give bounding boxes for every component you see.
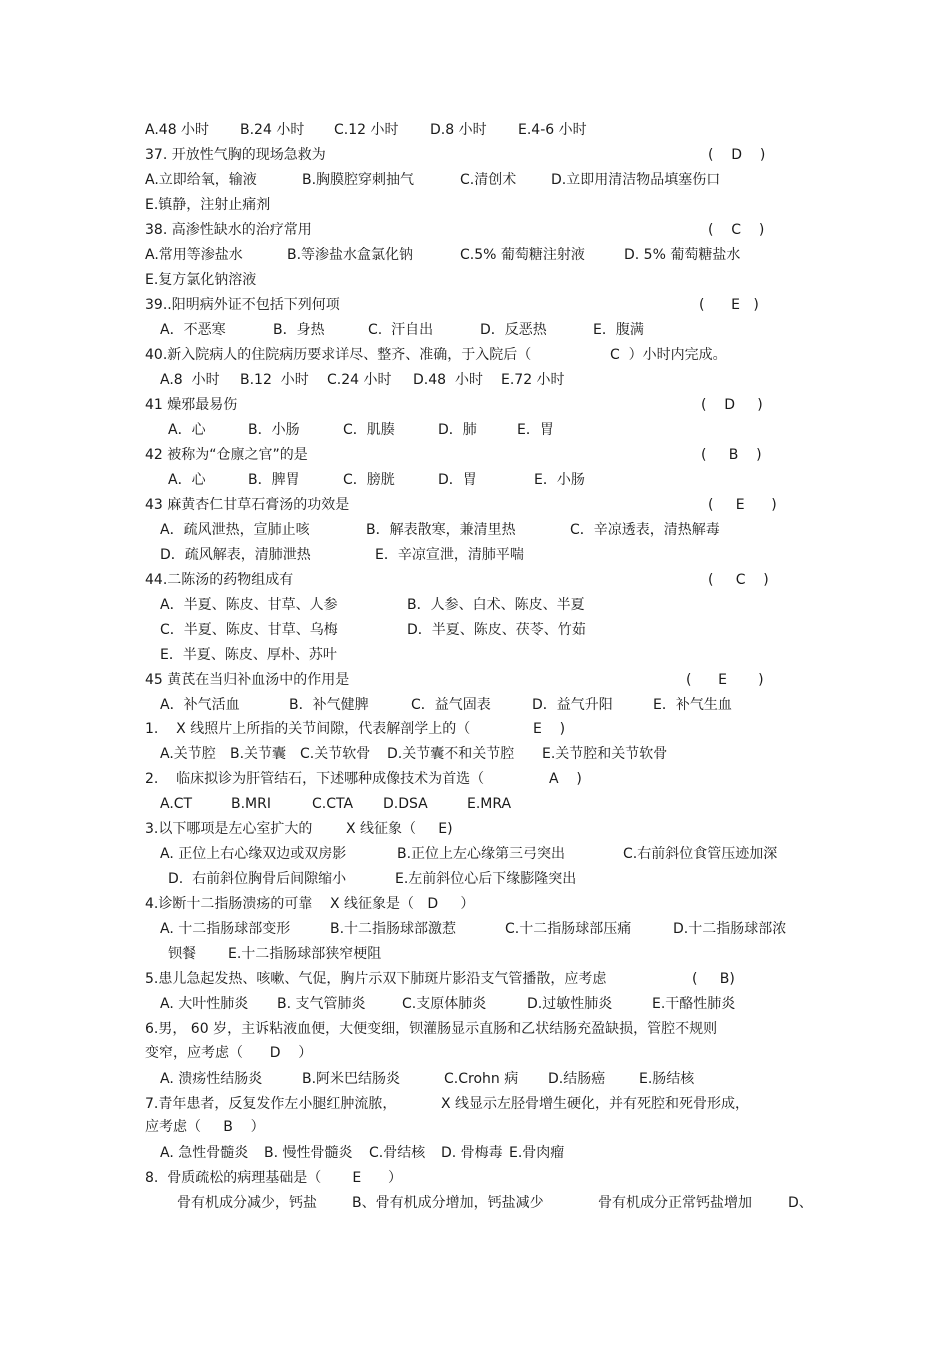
question-text: X 线征象是（ D ） xyxy=(330,896,475,912)
option-text: E．小肠 xyxy=(534,472,585,488)
option-text: D.DSA xyxy=(383,796,428,812)
option-text: A．半夏、陈皮、甘草、人参 xyxy=(160,597,338,613)
option-text: E.72 小时 xyxy=(501,372,565,388)
option-text: D. 骨梅毒 xyxy=(441,1145,503,1161)
option-text: C．膀胱 xyxy=(343,472,395,488)
option-text: A.48 小时 xyxy=(145,122,210,138)
option-text: D.8 小时 xyxy=(430,122,487,138)
option-text: B.胸膜腔穿刺抽气 xyxy=(302,172,415,188)
option-text: C．益气固表 xyxy=(411,697,491,713)
question-text: X 线征象（ E) xyxy=(346,821,453,837)
option-text: B．解表散寒，兼清里热 xyxy=(366,522,516,538)
option-text: C.支原体肺炎 xyxy=(402,996,487,1012)
option-text: D．胃 xyxy=(438,472,477,488)
option-text: E.十二指肠球部狭窄梗阻 xyxy=(228,946,382,962)
option-text: A.CT xyxy=(160,796,193,812)
option-text: 钡餐 xyxy=(168,946,196,962)
question-text: 变窄，应考虑（ D ） xyxy=(145,1045,313,1061)
option-text: C．辛凉透表，清热解毒 xyxy=(570,522,720,538)
option-text: A. 急性骨髓炎 xyxy=(160,1145,249,1161)
option-text: D.结肠癌 xyxy=(548,1071,606,1087)
option-text: C.关节软骨 xyxy=(300,746,371,762)
option-text: B.十二指肠球部激惹 xyxy=(330,921,457,937)
option-text: D.立即用清洁物品填塞伤口 xyxy=(551,172,721,188)
option-text: B.关节囊 xyxy=(230,746,287,762)
option-text: D．益气升阳 xyxy=(532,697,613,713)
option-text: B．人参、白术、陈皮、半夏 xyxy=(407,597,585,613)
question-text: 37. 开放性气胸的现场急救为 xyxy=(145,147,326,163)
option-text: B.MRI xyxy=(231,796,271,812)
option-text: E.镇静，注射止痛剂 xyxy=(145,197,271,213)
question-text: 38. 高渗性缺水的治疗常用 xyxy=(145,222,312,238)
question-text: 42 被称为“仓廪之官”的是 xyxy=(145,447,308,463)
option-text: C.清创术 xyxy=(460,172,517,188)
option-text: C.CTA xyxy=(312,796,354,812)
option-text: B. 支气管肺炎 xyxy=(277,996,366,1012)
option-text: B.等渗盐水盒氯化钠 xyxy=(287,247,414,263)
option-text: C.Crohn 病 xyxy=(444,1071,519,1087)
option-text: D.关节囊不和关节腔 xyxy=(387,746,515,762)
option-text: C.24 小时 xyxy=(327,372,392,388)
option-text: D.48 小时 xyxy=(413,372,483,388)
option-text: E.左前斜位心后下缘膨隆突出 xyxy=(395,871,577,887)
option-text: E．半夏、陈皮、厚朴、苏叶 xyxy=(160,647,337,663)
question-text: 41 燥邪最易伤 xyxy=(145,397,238,413)
option-text: E.骨肉瘤 xyxy=(509,1145,565,1161)
answer-key: ( B) xyxy=(692,971,735,987)
question-text: 40.新入院病人的住院病历要求详尽、整齐、准确，于入院后（ xyxy=(145,347,532,363)
option-text: A. 溃疡性结肠炎 xyxy=(160,1071,263,1087)
option-text: C.十二指肠球部压痛 xyxy=(505,921,632,937)
option-text: B．补气健脾 xyxy=(289,697,369,713)
option-text: C.12 小时 xyxy=(334,122,399,138)
option-text: D．半夏、陈皮、茯苓、竹茹 xyxy=(407,622,586,638)
option-text: D. 右前斜位胸骨后间隙缩小 xyxy=(168,871,347,887)
option-text: B．身热 xyxy=(273,322,325,338)
answer-key: ( D ) xyxy=(708,147,766,163)
question-text: 4.诊断十二指肠溃疡的可靠 xyxy=(145,896,313,912)
answer-key: A ) xyxy=(549,771,582,787)
option-text: B.24 小时 xyxy=(240,122,305,138)
answer-key: C ）小时内完成。 xyxy=(610,347,727,363)
question-text: 2. 临床拟诊为肝管结石，下述哪种成像技术为首选（ xyxy=(145,771,485,787)
option-text: E.4-6 小时 xyxy=(518,122,587,138)
option-text: B.阿米巴结肠炎 xyxy=(302,1071,401,1087)
option-text: A.立即给氧，输液 xyxy=(145,172,257,188)
option-text: A．心 xyxy=(168,472,206,488)
option-text: 骨有机成分正常钙盐增加 xyxy=(598,1195,752,1211)
question-text: X 线显示左胫骨增生硬化，并有死腔和死骨形成， xyxy=(441,1096,750,1112)
option-text: D. 5% 葡萄糖盐水 xyxy=(624,247,741,263)
answer-key: ( C ) xyxy=(708,222,765,238)
question-text: 7.青年患者，反复发作左小腿红肿流脓， xyxy=(145,1096,397,1112)
question-text: 8. 骨质疏松的病理基础是（ E ） xyxy=(145,1170,402,1186)
option-text: D．疏风解表，清肺泄热 xyxy=(160,547,311,563)
option-text: A．补气活血 xyxy=(160,697,240,713)
option-text: A. 大叶性肺炎 xyxy=(160,996,249,1012)
option-text: A．不恶寒 xyxy=(160,322,226,338)
option-text: C．半夏、陈皮、甘草、乌梅 xyxy=(160,622,338,638)
option-text: 骨有机成分减少，钙盐 xyxy=(177,1195,317,1211)
option-text: B．脾胃 xyxy=(248,472,300,488)
option-text: A．疏风泄热，宣肺止咳 xyxy=(160,522,310,538)
answer-key: ( E ) xyxy=(699,297,759,313)
option-text: C. 汗自出 xyxy=(368,322,434,338)
answer-key: ( D ) xyxy=(701,397,763,413)
option-text: E．补气生血 xyxy=(653,697,732,713)
option-text: A. 正位上右心缘双边或双房影 xyxy=(160,846,347,862)
option-text: B.12 小时 xyxy=(240,372,309,388)
option-text: D．反恶热 xyxy=(480,322,547,338)
option-text: A.常用等渗盐水 xyxy=(145,247,243,263)
option-text: D．肺 xyxy=(438,422,477,438)
question-text: 6.男， 60 岁，主诉粘液血便，大便变细，钡灌肠显示直肠和乙状结肠充盈缺损，管腔不规则 xyxy=(145,1021,718,1037)
option-text: D.十二指肠球部浓 xyxy=(673,921,787,937)
question-text: 44.二陈汤的药物组成有 xyxy=(145,572,294,588)
answer-key: E ) xyxy=(533,721,566,737)
option-text: D.过敏性肺炎 xyxy=(527,996,613,1012)
option-text: A. 十二指肠球部变形 xyxy=(160,921,291,937)
option-text: C.5% 葡萄糖注射液 xyxy=(460,247,585,263)
option-text: E.MRA xyxy=(467,796,512,812)
question-text: 5.患儿急起发热、咳嗽、气促，胸片示双下肺斑片影沿支气管播散，应考虑 xyxy=(145,971,607,987)
option-text: D、 xyxy=(788,1195,813,1211)
option-text: E.关节腔和关节软骨 xyxy=(542,746,668,762)
option-text: E．腹满 xyxy=(593,322,644,338)
option-text: E．辛凉宣泄，清肺平喘 xyxy=(375,547,524,563)
question-text: 1. X 线照片上所指的关节间隙，代表解剖学上的（ xyxy=(145,721,471,737)
question-text: 应考虑（ B ） xyxy=(145,1119,265,1135)
question-text: 45 黄芪在当归补血汤中的作用是 xyxy=(145,672,350,688)
option-text: A.关节腔 xyxy=(160,746,216,762)
option-text: E.肠结核 xyxy=(639,1071,695,1087)
option-text: A.8 小时 xyxy=(160,372,220,388)
option-text: E．胃 xyxy=(517,422,554,438)
option-text: C.骨结核 xyxy=(369,1145,426,1161)
option-text: E.干酪性肺炎 xyxy=(652,996,736,1012)
answer-key: ( E ) xyxy=(708,497,777,513)
option-text: B．小肠 xyxy=(248,422,300,438)
question-text: 3.以下哪项是左心室扩大的 xyxy=(145,821,313,837)
answer-key: ( B ) xyxy=(701,447,762,463)
answer-key: ( E ) xyxy=(686,672,764,688)
question-text: 43 麻黄杏仁甘草石膏汤的功效是 xyxy=(145,497,350,513)
option-text: B. 慢性骨髓炎 xyxy=(264,1145,353,1161)
option-text: C.右前斜位食管压迹加深 xyxy=(623,846,778,862)
option-text: B.正位上左心缘第三弓突出 xyxy=(397,846,566,862)
answer-key: ( C ) xyxy=(708,572,769,588)
question-text: 39..阳明病外证不包括下列何项 xyxy=(145,297,340,313)
option-text: A．心 xyxy=(168,422,206,438)
option-text: C．肌腠 xyxy=(343,422,395,438)
option-text: E.复方氯化钠溶液 xyxy=(145,272,257,288)
option-text: B、骨有机成分增加，钙盐减少 xyxy=(352,1195,544,1211)
